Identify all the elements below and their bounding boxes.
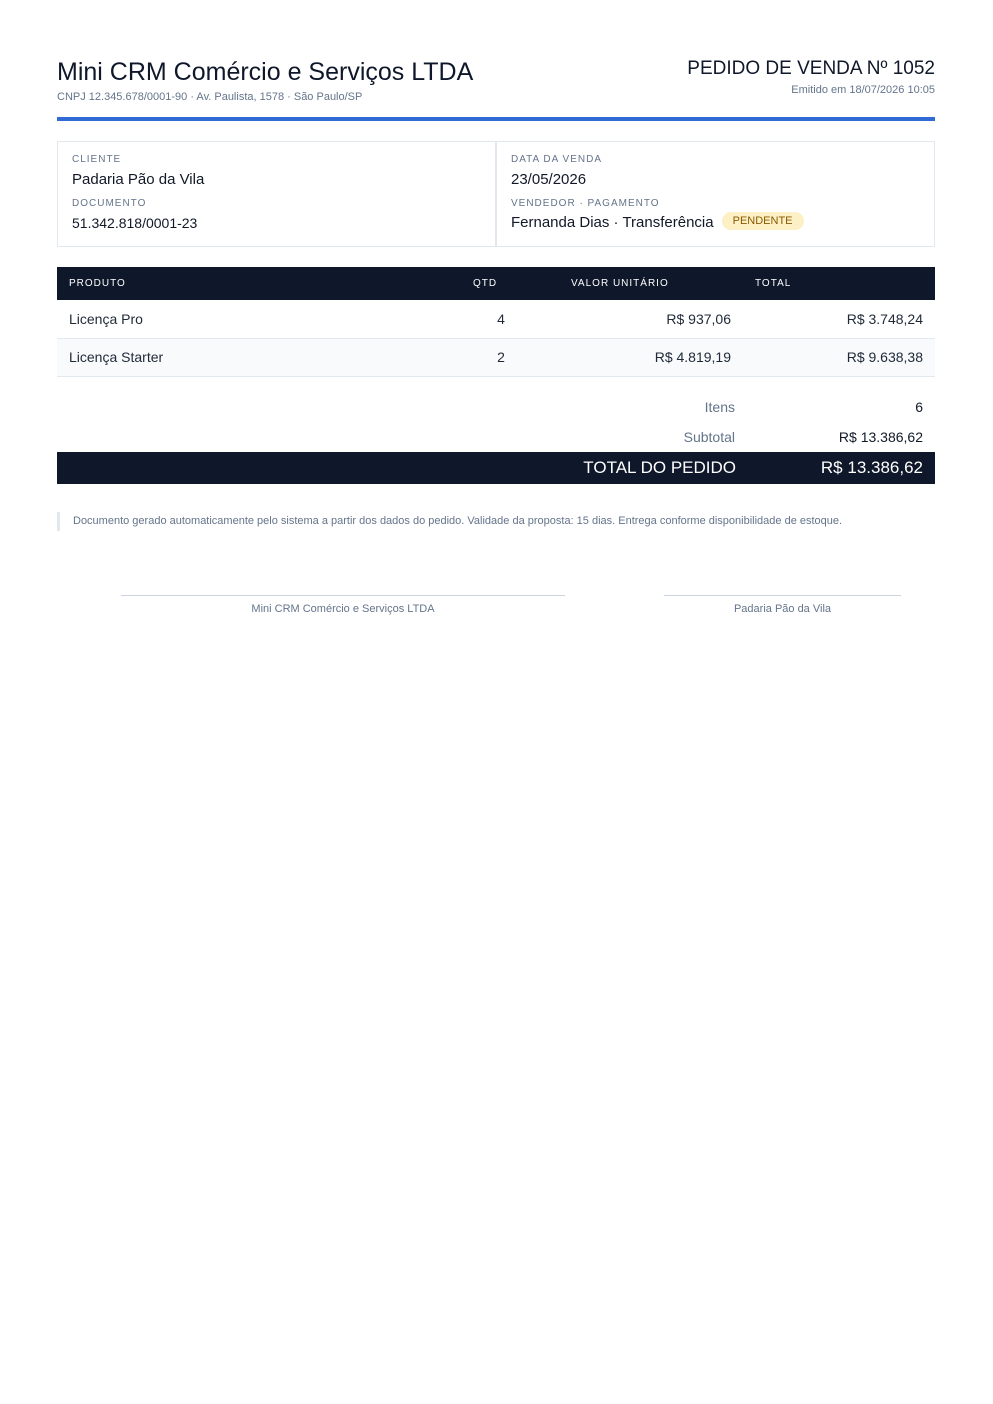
items-value: 6 [915, 399, 923, 415]
header-divider [57, 117, 935, 121]
total-label: TOTAL DO PEDIDO [583, 458, 736, 477]
total-value: R$ 13.386,62 [820, 458, 923, 477]
sale-info-panel [496, 141, 935, 247]
order-total-bar [57, 452, 935, 484]
qty-cell: 4 [461, 300, 559, 338]
seller-payment-label: VENDEDOR · PAGAMENTO [511, 198, 660, 209]
table-header-row [57, 267, 935, 300]
table-row [57, 338, 935, 376]
client-document: 51.342.818/0001-23 [72, 215, 198, 231]
items-label: Itens [704, 399, 735, 415]
signature-client: Padaria Pão da Vila [664, 595, 901, 615]
summary-items-row [57, 399, 935, 429]
product-cell: Licença Starter [57, 338, 461, 376]
signature-company: Mini CRM Comércio e Serviços LTDA [121, 595, 565, 615]
issued-date: Emitido em 18/07/2026 10:05 [791, 84, 935, 96]
column-header-unit-price: VALOR UNITÁRIO [559, 267, 743, 300]
subtotal-label: Subtotal [683, 429, 735, 445]
product-cell: Licença Pro [57, 300, 461, 338]
sale-date-label: DATA DA VENDA [511, 154, 602, 165]
status-badge: PENDENTE [722, 212, 804, 230]
client-label: CLIENTE [72, 154, 122, 165]
total-cell: R$ 3.748,24 [743, 300, 935, 338]
company-name: Mini CRM Comércio e Serviços LTDA [57, 58, 474, 86]
subtotal-value: R$ 13.386,62 [838, 429, 923, 445]
order-title: PEDIDO DE VENDA Nº 1052 [687, 58, 935, 79]
client-info-panel [57, 141, 496, 247]
seller-payment: Fernanda Dias · Transferência [511, 214, 714, 231]
document-label: DOCUMENTO [72, 198, 147, 209]
column-header-total: TOTAL [743, 267, 935, 300]
sale-date: 23/05/2026 [511, 171, 587, 188]
qty-cell: 2 [461, 338, 559, 376]
table-row [57, 300, 935, 338]
document-note: Documento gerado automaticamente pelo sistema a partir dos dados do pedido. Validade da proposta: 15 dias. Entrega conforme disponibilidade de estoque. [57, 512, 935, 531]
unit-price-cell: R$ 937,06 [559, 300, 743, 338]
column-header-product: PRODUTO [57, 267, 461, 300]
client-name: Padaria Pão da Vila [72, 171, 205, 188]
company-details: CNPJ 12.345.678/0001-90 · Av. Paulista, 1578 · São Paulo/SP [57, 91, 363, 103]
document-header [57, 58, 935, 118]
unit-price-cell: R$ 4.819,19 [559, 338, 743, 376]
seller-payment-line [511, 214, 804, 233]
items-table [57, 267, 935, 377]
total-cell: R$ 9.638,38 [743, 338, 935, 376]
column-header-qty: QTD [461, 267, 559, 300]
